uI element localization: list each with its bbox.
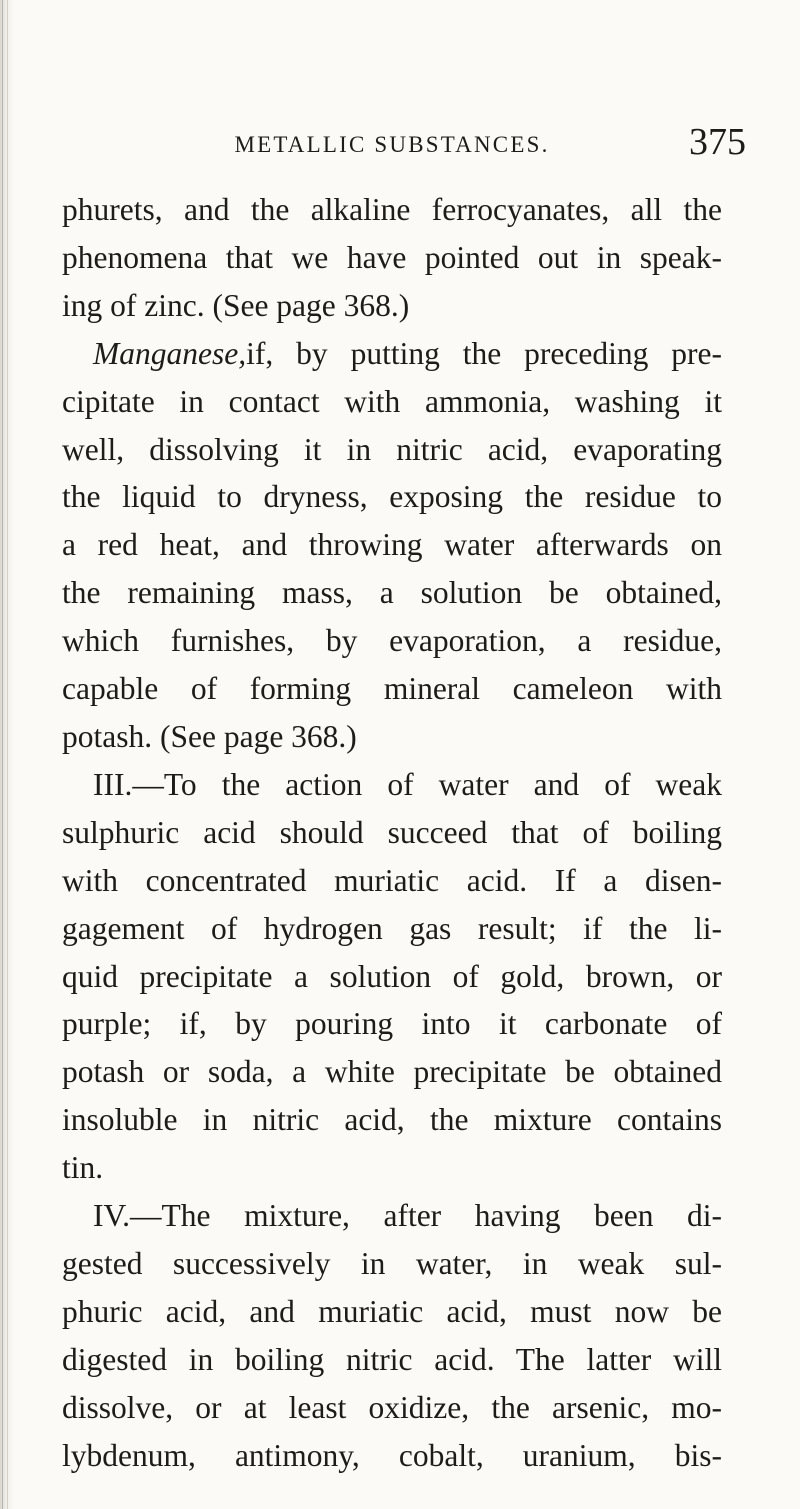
text-line: dissolve, or at least oxidize, the arsenic, mo- <box>62 1389 722 1425</box>
italic-term: Manganese, <box>93 335 247 371</box>
text-line: a red heat, and throwing water afterwards on <box>62 527 722 563</box>
text-line: gagement of hydrogen gas result; if the li- <box>62 910 722 946</box>
text-line: insoluble in nitric acid, the mixture contains <box>62 1102 722 1138</box>
text-line: the liquid to dryness, exposing the residue to <box>62 479 722 515</box>
text-line: ing of zinc. (See page 368.) <box>62 287 410 323</box>
text-line: with concentrated muriatic acid. If a disen- <box>62 862 722 898</box>
text-line: the remaining mass, a solution be obtained, <box>62 575 722 611</box>
text-line <box>62 330 722 378</box>
text-line: gested successively in water, in weak sul- <box>62 1245 722 1281</box>
body-text <box>62 186 722 1479</box>
text-line: well, dissolving it in nitric acid, evaporating <box>62 431 722 467</box>
text-line: digested in boiling nitric acid. The latter will <box>62 1341 722 1377</box>
text-line: tin. <box>62 1150 104 1186</box>
page-edge-line <box>2 0 3 1509</box>
paragraph <box>62 330 722 761</box>
page-header <box>62 121 746 170</box>
text-segment: if, by putting the preceding pre- <box>246 335 722 371</box>
text-line: phenomena that we have pointed out in speak- <box>62 239 722 275</box>
text-line: purple; if, by pouring into it carbonate of <box>62 1006 722 1042</box>
text-line: III.—To the action of water and of weak <box>93 766 722 802</box>
text-line: capable of forming mineral cameleon with <box>62 671 722 707</box>
text-line: quid precipitate a solution of gold, brown, or <box>62 958 722 994</box>
text-line: cipitate in contact with ammonia, washing it <box>62 383 722 419</box>
text-line: IV.—The mixture, after having been di- <box>93 1198 722 1234</box>
paragraph <box>62 761 722 1192</box>
running-head: METALLIC SUBSTANCES. <box>234 132 550 157</box>
page-edge-line <box>7 0 8 1509</box>
page-number: 375 <box>689 121 746 163</box>
text-line: potash. (See page 368.) <box>62 718 357 754</box>
text-line: phurets, and the alkaline ferrocyanates, all the <box>62 192 722 227</box>
text-line: phuric acid, and muriatic acid, must now be <box>62 1293 722 1329</box>
paragraph <box>62 1192 722 1479</box>
text-line: lybdenum, antimony, cobalt, uranium, bis- <box>62 1437 722 1473</box>
text-line: which furnishes, by evaporation, a residue, <box>62 623 722 659</box>
text-line: potash or soda, a white precipitate be obtained <box>62 1054 722 1090</box>
text-line: sulphuric acid should succeed that of boiling <box>62 814 722 850</box>
paragraph <box>62 186 722 330</box>
